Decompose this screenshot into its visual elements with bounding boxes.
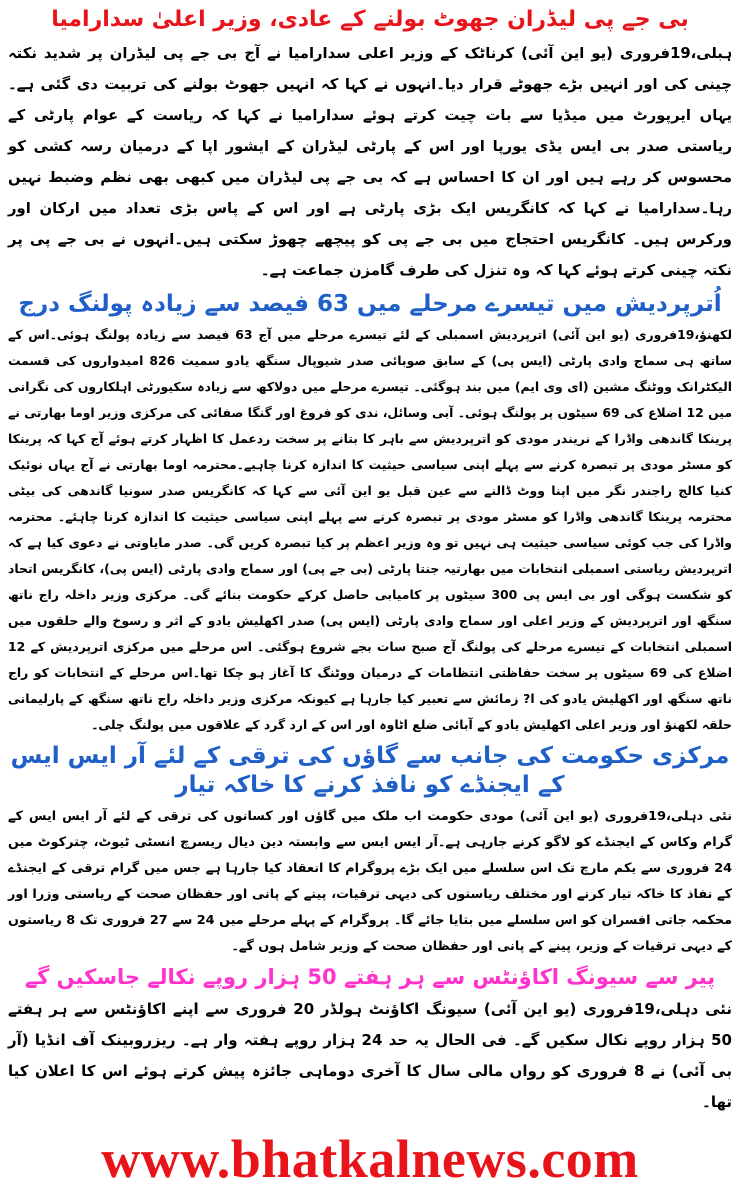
article-sidaramaiah — [8, 6, 732, 286]
headline-up-polling: اُترپردیش میں تیسرے مرحلے میں 63 فیصد سے زیادہ پولنگ درج — [18, 290, 722, 317]
article-up-polling — [8, 290, 732, 739]
article-rss-village-agenda — [8, 742, 732, 960]
article-savings-withdrawal — [8, 964, 732, 1118]
body-savings-withdrawal: نئی دہلی،19فروری (یو این آئی) سیونگ اکاؤنٹ ہولڈر 20 فروری سے اپنے اکاؤنٹس سے ہر ہفتے 50 ہزار روپے نکال سکیں گے۔ فی الحال یہ حد 24 ہزار روپے ہفتہ وار ہے۔ ریزروبینک آف انڈیا (آر بی آئی) نے 8 فروری کو رواں مالی سال کا آخری دوماہی جائزہ پیش کرتے ہوئے اس کا اعلان کیا تھا۔ — [8, 1000, 733, 1111]
headline-sidaramaiah: بی جے پی لیڈران جھوٹ بولنے کے عادی، وزیر اعلیٰ سدارامیا — [51, 7, 689, 32]
body-sidaramaiah: ہبلی،19فروری (یو این آئی) کرناٹک کے وزیر اعلی سدارامیا نے آج بی جے پی لیڈران پر شدید نکتہ چینی کی اور انہیں بڑے جھوٹے قرار دیا۔انہوں نے کہا کہ انہیں جھوٹ بولنے کی تربیت دی گئی ہے۔ یہاں ایرپورٹ میں میڈیا سے بات چیت کرتے ہوئے سدارامیا نے کہا کہ ریاست کے عوام پارٹی کے ریاستی صدر بی ایس یڈی یورپا اور اس کے پارٹی لیڈران کے ایشور اپا کے درمیان رسہ کشی کو محسوس کر رہے ہیں اور ان کا احساس ہے کہ بی جے پی لیڈران میں کبھی بھی نظم وضبط نہیں رہا۔سدارامیا نے کہا کہ کانگریس ایک بڑی پارٹی ہے اور اس کے پاس بڑی تعداد میں ارکان اور ورکرس ہیں۔ کانگریس احتجاج میں بی جے پی کو پیچھے چھوڑ سکتی ہیں۔انہوں نے بی جے پی پر نکتہ چینی کرتے ہوئے کہا کہ وہ تنزل کی طرف گامزن جماعت ہے۔ — [8, 44, 732, 279]
site-url-banner[interactable]: www.bhatkalnews.com — [101, 1129, 639, 1189]
headline-rss-village-agenda: مرکزی حکومت کی جانب سے گاؤں کی ترقی کے لئے آر ایس ایس کے ایجنڈے کو نافذ کرنے کا خاکہ تیار — [10, 743, 730, 798]
headline-savings-withdrawal: پیر سے سیونگ اکاؤنٹس سے ہر ہفتے 50 ہزار روپے نکالے جاسکیں گے — [24, 964, 716, 989]
body-up-polling: لکھنؤ،19فروری (یو این آئی) اترپردیش اسمبلی کے لئے تیسرے مرحلے میں آج 63 فیصد سے زیادہ پولنگ ہوئی۔اس کے ساتھ ہی سماج وادی پارٹی (ایس پی) کے سابق صوبائی صدر شیوپال سنگھ یادو سمیت 826 امیدواروں کی قسمت الیکٹرانک ووٹنگ مشین (ای وی ایم) میں بند ہوگئی۔ تیسرے مرحلے میں دولاکھ سے زیادہ سکیورٹی اہلکاروں کی نگرانی میں 12 اضلاع کی 69 سیٹوں پر پولنگ ہوئی۔ آبی وسائل، ندی کو فروغ اور گنگا صفائی کی مرکزی وزیر اوما بھارتی نے پرینکا گاندھی واڈرا کے نریندر مودی کو اترپردیش سے باہر کا بتانے پر سخت ردعمل کا اظہار کرتے ہوئے آج کہا کہ پرینکا کو مسٹر مودی پر تبصرہ کرنے سے پہلے اپنی سیاسی حیثیت کا اندازہ کرنا چاہیے۔محترمہ اوما بھارتی نے آج یہاں نوئیک کنیا کالج راجندر نگر میں اپنا ووٹ ڈالنے سے عین قبل یو این آئی سے کہا کہ کانگریس صدر سونیا گاندھی کی بیٹی محترمہ پرینکا گاندھی واڈرا کو مسٹر مودی پر تبصرہ کرنے سے پہلے اپنی سیاسی حیثیت کا اندازہ کرنا چاہئے۔ محترمہ واڈرا کی جب کوئی سیاسی حیثیت ہی نہیں تو وہ وزیر اعظم پر کیا تبصرہ کریں گی۔ صدر مایاوتی نے دعوی کیا ہے کہ اترپردیش ریاستی اسمبلی انتخابات میں بھارتیہ جنتا پارٹی (بی جے پی) اور سماج وادی پارٹی (ایس پی)، کانگریس اتحاد کو شکست ہوگی اور بی ایس پی 300 سیٹوں پر کامیابی حاصل کرکے حکومت بنائے گی۔ مرکزی وزیر داخلہ راج ناتھ سنگھ اور اترپردیش کے وزیر اعلی اور سماج وادی پارٹی (ایس پی) صدر اکھلیش یادو کے اثر و رسوخ والے حلقوں میں اسمبلی انتخابات کے تیسرے مرحلے کی پولنگ آج صبح سات بجے شروع ہوگئی۔ اس مرحلے میں مرکزی اترپردیش کے 12 اضلاع کی 69 سیٹوں پر سخت حفاظتی انتظامات کے درمیان ووٹنگ کا آغاز ہو چکا تھا۔اس مرحلے کے انتخابات کو راج ناتھ سنگھ اور اکھلیش یادو کی ا? زمائش سے تعبیر کیا جارہا ہے کیونکہ مرکزی وزیر داخلہ راج ناتھ سنگھ کے پارلیمانی حلقہ لکھنؤ اور وزیر اعلی اکھلیش یادو کے آبائی ضلع اٹاوہ اور اس کے ارد گرد کے علاقوں میں پولنگ چلی۔ — [8, 327, 732, 733]
body-rss-village-agenda: نئی دہلی،19فروری (یو این آئی) مودی حکومت اب ملک میں گاؤں اور کسانوں کی ترقی کے لئے آر ایس ایس کے گرام وکاس کے ایجنڈے کو لاگو کرنے جارہی ہے۔آر ایس ایس سے وابستہ دین دیال ریسرچ انسٹی ٹیوٹ، چترکوٹ میں 24 فروری سے یکم مارچ تک اس سلسلے میں ایک بڑے پروگرام کا انعقاد کیا جارہا ہے جس میں گرام ترقی کے ایجنڈے کے نفاذ کا خاکہ تیار کرنے اور مختلف ریاستوں کی دیہی ترقیات، پینے کے پانی اور حفظان صحت کے ریاستی وزرا اور محکمہ جاتی افسران کو اس سلسلے میں بتایا جائے گا۔ پروگرام کے پہلے مرحلے میں 24 سے 27 فروری تک 8 ریاستوں کے دیہی ترقیات کے وزیر، پینے کے پانی اور حفظان صحت کے وزیر شامل ہوں گے۔ — [8, 808, 732, 954]
